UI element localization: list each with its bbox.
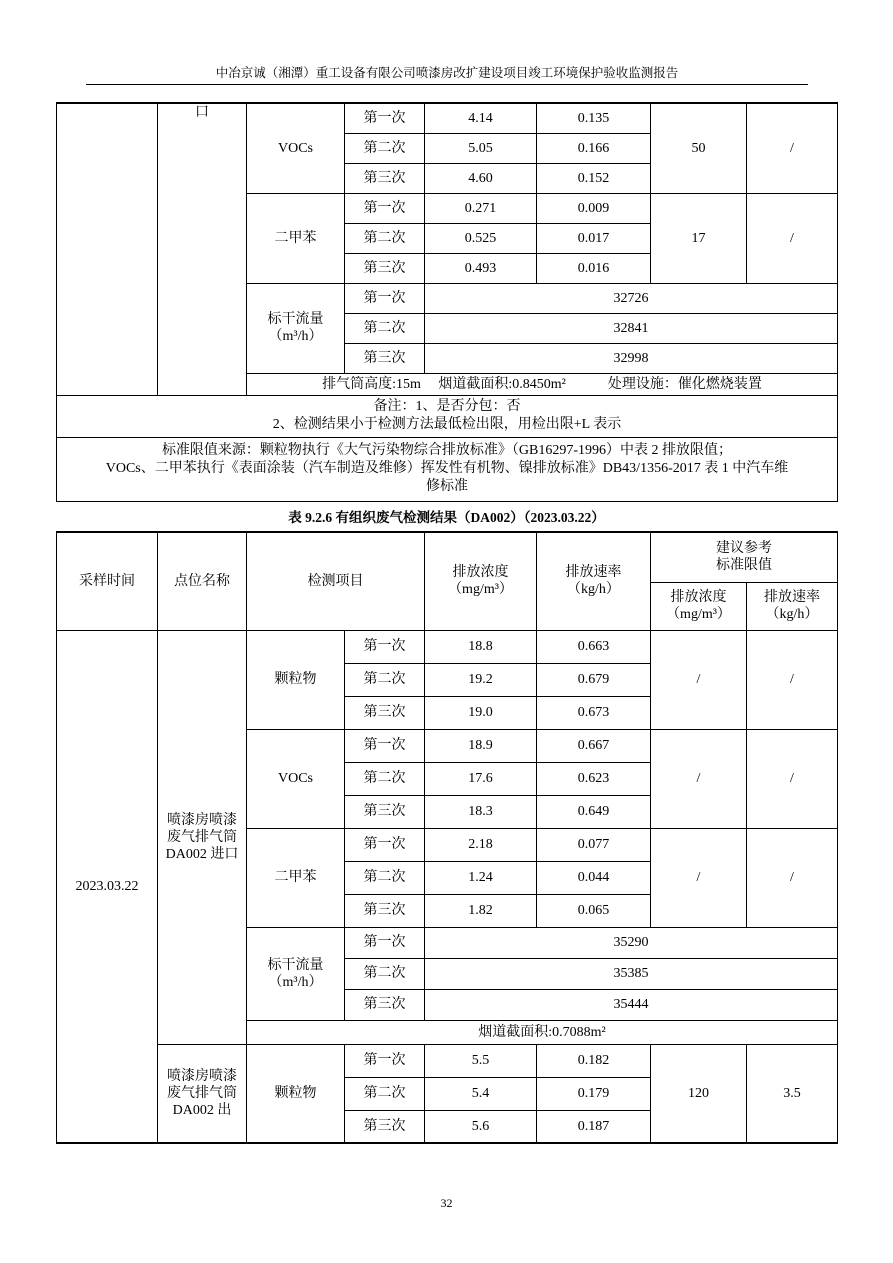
conc-value: 1.82 xyxy=(425,894,537,927)
limit-conc: 120 xyxy=(651,1044,747,1143)
conc-value: 18.9 xyxy=(425,729,537,762)
header-ref-rate-label: 排放速率 xyxy=(764,590,820,605)
run-label: 第三次 xyxy=(345,343,425,373)
date-cell-continued xyxy=(57,103,158,395)
rate-value: 0.016 xyxy=(537,253,651,283)
conc-value: 19.2 xyxy=(425,663,537,696)
rate-value: 0.135 xyxy=(537,103,651,133)
limit-conc: / xyxy=(651,630,747,729)
rate-value: 0.044 xyxy=(537,861,651,894)
rate-value: 0.009 xyxy=(537,193,651,223)
flow-unit: （m³/h） xyxy=(268,329,323,344)
rate-value: 0.065 xyxy=(537,894,651,927)
run-label: 第三次 xyxy=(345,253,425,283)
page-header: 中冶京诚（湘潭）重工设备有限公司喷漆房改扩建设项目竣工环境保护验收监测报告 xyxy=(86,64,808,85)
run-label: 第二次 xyxy=(345,663,425,696)
conc-value: 17.6 xyxy=(425,762,537,795)
run-label: 第二次 xyxy=(345,762,425,795)
limit-conc: / xyxy=(651,729,747,828)
rate-value: 0.667 xyxy=(537,729,651,762)
run-label: 第一次 xyxy=(345,828,425,861)
standard-line-1: 标准限值来源：颗粒物执行《大气污染物综合排放标准》（GB16297-1996）中表 2 排放限值； xyxy=(161,443,733,458)
header-ref-rate xyxy=(747,582,838,630)
results-table-da002 xyxy=(56,531,838,1144)
limit-rate: 3.5 xyxy=(747,1044,838,1143)
header-reference xyxy=(651,532,838,582)
limit-rate: / xyxy=(747,729,838,828)
item-flow xyxy=(247,283,345,373)
header-conc xyxy=(425,532,537,630)
flow-value: 32998 xyxy=(425,343,838,373)
outlet-item-particulate: 颗粒物 xyxy=(247,1044,345,1143)
header-conc-unit: （mg/m³） xyxy=(448,582,513,598)
conc-value: 0.271 xyxy=(425,193,537,223)
table-caption: 表 9.2.6 有组织废气检测结果（DA002）（2023.03.22） xyxy=(288,510,605,525)
run-label: 第三次 xyxy=(345,163,425,193)
flow-label: 标干流量 xyxy=(267,957,324,973)
header-time: 采样时间 xyxy=(57,532,158,630)
item-vocs: VOCs xyxy=(247,103,345,193)
conc-value: 0.493 xyxy=(425,253,537,283)
run-label: 第三次 xyxy=(345,894,425,927)
rate-value: 0.017 xyxy=(537,223,651,253)
item-vocs: VOCs xyxy=(247,729,345,828)
header-ref-rate-unit: （kg/h） xyxy=(765,607,819,622)
item-xylene: 二甲苯 xyxy=(247,828,345,927)
conc-value: 2.18 xyxy=(425,828,537,861)
flow-value: 35444 xyxy=(425,989,838,1020)
conc-value: 1.24 xyxy=(425,861,537,894)
header-rate-unit: （kg/h） xyxy=(567,582,620,598)
header-ref-conc xyxy=(651,582,747,630)
conc-value: 4.14 xyxy=(425,103,537,133)
conc-value: 5.6 xyxy=(425,1110,537,1143)
limit-conc: 50 xyxy=(651,103,747,193)
header-ref-line-1: 建议参考 xyxy=(716,541,772,557)
inlet-point: 喷漆房喷漆废气排气筒DA002 进口 xyxy=(158,630,247,1044)
outlet-point: 喷漆房喷漆废气排气筒DA002 出 xyxy=(158,1044,247,1143)
rate-value: 0.166 xyxy=(537,133,651,163)
conc-value: 0.525 xyxy=(425,223,537,253)
flow-value: 35385 xyxy=(425,958,838,989)
run-label: 第一次 xyxy=(345,1044,425,1077)
conc-value: 5.4 xyxy=(425,1077,537,1110)
sampling-date: 2023.03.22 xyxy=(57,630,158,1143)
rate-value: 0.679 xyxy=(537,663,651,696)
duct-area: 烟道截面积:0.7088m² xyxy=(247,1020,838,1044)
conc-value: 5.05 xyxy=(425,133,537,163)
run-label: 第二次 xyxy=(345,958,425,989)
rate-value: 0.182 xyxy=(537,1044,651,1077)
flow-value: 32841 xyxy=(425,313,838,343)
run-label: 第一次 xyxy=(345,283,425,313)
run-label: 第三次 xyxy=(345,696,425,729)
remarks xyxy=(57,395,838,437)
flow-value: 32726 xyxy=(425,283,838,313)
run-label: 第一次 xyxy=(345,103,425,133)
rate-value: 0.673 xyxy=(537,696,651,729)
limit-rate: / xyxy=(747,630,838,729)
run-label: 第二次 xyxy=(345,223,425,253)
header-rate-label: 排放速率 xyxy=(565,565,622,581)
header-ref-conc-label: 排放浓度 xyxy=(670,590,727,605)
conc-value: 5.5 xyxy=(425,1044,537,1077)
run-label: 第一次 xyxy=(345,729,425,762)
standard-line-2: VOCs、二甲苯执行《表面涂装（汽车制造及维修）挥发性有机物、镍排放标准》DB43/1356-2017 表 1 中汽车维 xyxy=(105,461,789,476)
limit-rate: / xyxy=(747,193,838,283)
header-rate xyxy=(537,532,651,630)
limit-rate: / xyxy=(747,828,838,927)
item-particulate: 颗粒物 xyxy=(247,630,345,729)
header-ref-conc-unit: （mg/m³） xyxy=(666,607,731,622)
point-cell-continued: 口 xyxy=(158,103,247,395)
limit-conc: / xyxy=(651,828,747,927)
rate-value: 0.649 xyxy=(537,795,651,828)
run-label: 第三次 xyxy=(345,989,425,1020)
rate-value: 0.663 xyxy=(537,630,651,663)
run-label: 第二次 xyxy=(345,1077,425,1110)
remark-line-2: 2、检测结果小于检测方法最低检出限，用检出限+L 表示 xyxy=(272,417,622,432)
rate-value: 0.179 xyxy=(537,1077,651,1110)
conc-value: 18.3 xyxy=(425,795,537,828)
standard-line-3: 修标准 xyxy=(426,479,468,494)
remark-line-1: 备注：1、是否分包：否 xyxy=(373,399,521,414)
rate-value: 0.187 xyxy=(537,1110,651,1143)
item-flow xyxy=(247,927,345,1020)
run-label: 第一次 xyxy=(345,927,425,958)
item-xylene: 二甲苯 xyxy=(247,193,345,283)
rate-value: 0.077 xyxy=(537,828,651,861)
run-label: 第二次 xyxy=(345,861,425,894)
header-ref-line-2: 标准限值 xyxy=(716,558,772,574)
continuation-table xyxy=(56,102,838,502)
rate-value: 0.623 xyxy=(537,762,651,795)
standard-source xyxy=(57,437,838,501)
conc-value: 19.0 xyxy=(425,696,537,729)
page-number: 32 xyxy=(440,1196,453,1210)
run-label: 第一次 xyxy=(345,630,425,663)
flow-value: 35290 xyxy=(425,927,838,958)
stack-info: 排气筒高度:15m 烟道截面积:0.8450m² 处理设施：催化燃烧装置 xyxy=(247,373,838,395)
conc-value: 18.8 xyxy=(425,630,537,663)
limit-rate: / xyxy=(747,103,838,193)
conc-value: 4.60 xyxy=(425,163,537,193)
header-conc-label: 排放浓度 xyxy=(452,565,509,581)
run-label: 第二次 xyxy=(345,133,425,163)
run-label: 第一次 xyxy=(345,193,425,223)
header-point: 点位名称 xyxy=(158,532,247,630)
run-label: 第二次 xyxy=(345,313,425,343)
flow-label: 标干流量 xyxy=(267,312,324,327)
limit-conc: 17 xyxy=(651,193,747,283)
run-label: 第三次 xyxy=(345,795,425,828)
header-item: 检测项目 xyxy=(247,532,425,630)
run-label: 第三次 xyxy=(345,1110,425,1143)
rate-value: 0.152 xyxy=(537,163,651,193)
flow-unit: （m³/h） xyxy=(268,974,323,990)
